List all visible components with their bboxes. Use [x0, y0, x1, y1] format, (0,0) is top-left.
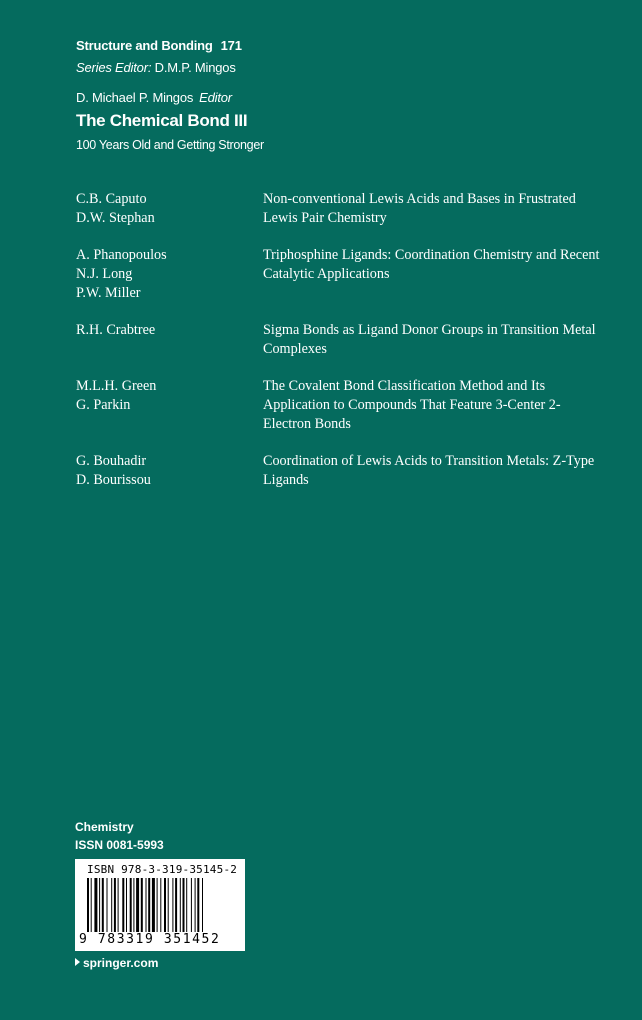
author: R.H. Crabtree — [76, 322, 156, 338]
entry-title: Sigma Bonds as Ligand Donor Groups in Transition Metal Complexes — [263, 322, 596, 357]
series-number: 171 — [220, 38, 242, 53]
barcode-bar — [136, 878, 139, 932]
publisher-link[interactable] — [75, 956, 158, 970]
entry-title: The Covalent Bond Classification Method and Its Application to Compounds That Feature 3-Center 2-Electron Bonds — [263, 378, 561, 432]
barcode-bar — [152, 878, 155, 932]
entry-title: Coordination of Lewis Acids to Transition Metals: Z-Type Ligands — [263, 453, 595, 488]
book-title: The Chemical Bond III — [76, 111, 248, 130]
author: G. Parkin — [76, 397, 131, 413]
entry-authors — [76, 452, 263, 490]
barcode-bar — [146, 878, 147, 932]
barcode-bar — [91, 878, 92, 932]
entry-authors — [76, 377, 263, 415]
barcode-digits: 9 783319 351452 — [79, 932, 221, 947]
author: A. Phanopoulos — [76, 247, 167, 263]
barcode-bar — [130, 878, 132, 932]
series-editor-label: Series Editor: — [76, 60, 152, 75]
isbn-label: ISBN 978-3-319-35145-2 — [87, 863, 238, 876]
barcode-bar — [168, 878, 169, 932]
barcode-bar — [202, 878, 203, 932]
barcode-bar — [126, 878, 127, 932]
barcode-bar — [118, 878, 119, 932]
entry-title: Triphosphine Ligands: Coordination Chemistry and Recent Catalytic Applications — [263, 247, 600, 282]
barcode-bar — [122, 878, 124, 932]
barcode-bar — [87, 878, 89, 932]
barcode-bar — [164, 878, 166, 932]
series-title — [76, 38, 242, 53]
barcode-bar — [114, 878, 116, 932]
publisher-url: springer.com — [83, 956, 159, 970]
author: M.L.H. Green — [76, 378, 157, 394]
barcode-bar — [157, 878, 158, 932]
barcode-bar — [160, 878, 161, 932]
barcode-bar — [107, 878, 108, 932]
contents-entry — [76, 452, 606, 508]
barcode-bar — [191, 878, 192, 932]
series-editor-name: D.M.P. Mingos — [154, 60, 236, 75]
arrow-right-icon — [75, 958, 80, 966]
barcode-bar — [148, 878, 150, 932]
author: N.J. Long — [76, 266, 133, 282]
barcode-bar — [172, 878, 173, 932]
subject-label: Chemistry — [75, 820, 134, 834]
barcode-bar — [186, 878, 187, 932]
entry-authors — [76, 246, 263, 303]
contents-entry — [76, 246, 606, 321]
book-subtitle: 100 Years Old and Getting Stronger — [76, 138, 264, 152]
author: P.W. Miller — [76, 285, 141, 301]
series-name: Structure and Bonding — [76, 38, 213, 53]
entry-title: Non-conventional Lewis Acids and Bases in Frustrated Lewis Pair Chemistry — [263, 191, 576, 226]
barcode-bar — [141, 878, 143, 932]
barcode-bar — [94, 878, 97, 932]
contents-entry — [76, 377, 606, 452]
issn-label: ISSN 0081-5993 — [75, 838, 164, 852]
contents-entry — [76, 321, 606, 377]
editor-name: D. Michael P. Mingos — [76, 90, 194, 105]
contents-list — [76, 190, 606, 508]
barcode-bar — [102, 878, 104, 932]
entry-authors — [76, 321, 263, 340]
book-editor — [76, 90, 232, 105]
author: C.B. Caputo — [76, 191, 147, 207]
barcode-bar — [133, 878, 134, 932]
barcode-bar — [111, 878, 112, 932]
barcode-bars — [87, 878, 233, 932]
barcode-bar — [180, 878, 181, 932]
barcode-bar — [183, 878, 185, 932]
series-editor — [76, 60, 236, 75]
barcode-bar — [99, 878, 100, 932]
barcode-bar — [197, 878, 199, 932]
isbn-barcode — [75, 859, 245, 951]
barcode-bar — [175, 878, 177, 932]
author: G. Bouhadir — [76, 453, 147, 469]
barcode-bar — [195, 878, 196, 932]
author: D. Bourissou — [76, 472, 151, 488]
entry-authors — [76, 190, 263, 228]
author: D.W. Stephan — [76, 210, 155, 226]
editor-role: Editor — [199, 90, 232, 105]
contents-entry — [76, 190, 606, 246]
